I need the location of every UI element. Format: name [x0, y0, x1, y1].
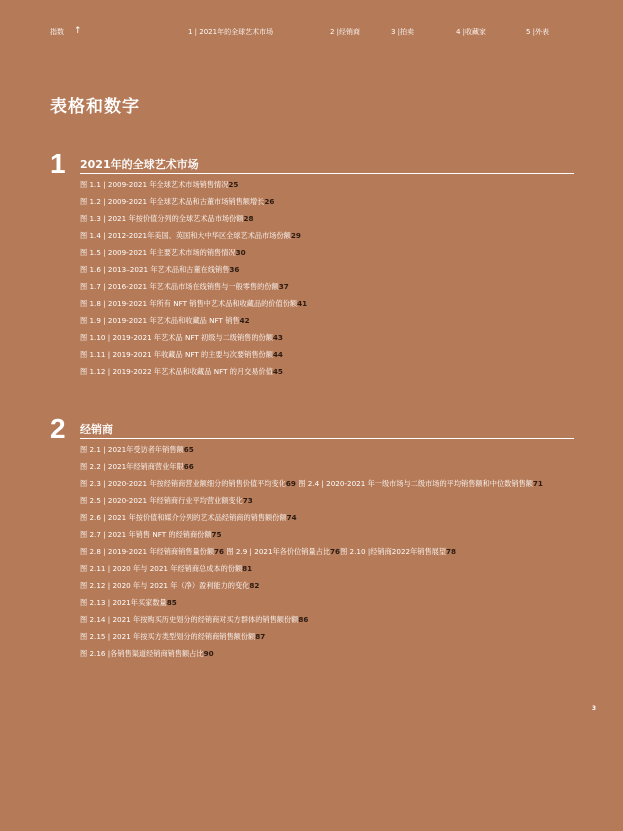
- figure-title: 图 2.9 | 2021年各价位销量占比: [226, 547, 331, 556]
- figure-page-number[interactable]: 43: [272, 333, 283, 342]
- nav-item-auctions[interactable]: 3 |拍卖: [391, 28, 415, 36]
- figure-entry[interactable]: [80, 312, 550, 329]
- figure-title: 图 2.3 | 2020-2021 年按经销商营业额细分的销售价值平均变化: [80, 479, 286, 488]
- figure-entry[interactable]: [80, 594, 550, 611]
- figure-entry[interactable]: [80, 261, 550, 278]
- figure-entry[interactable]: [80, 193, 550, 210]
- figure-entry[interactable]: [80, 278, 550, 295]
- figure-entry[interactable]: [80, 543, 550, 560]
- figure-title: 图 1.4 | 2012-2021年美国、英国和大中华区全球艺术品市场份额: [80, 231, 291, 240]
- figure-entry[interactable]: [80, 210, 550, 227]
- nav-item-collectors[interactable]: 4 |收藏家: [456, 28, 487, 36]
- nav-item-dealers[interactable]: 2 |经销商: [330, 28, 361, 36]
- figure-title: 图 1.6 | 2013–2021 年艺术品和古董在线销售: [80, 265, 230, 274]
- figure-entry[interactable]: [80, 526, 550, 543]
- figure-page-number[interactable]: 69: [285, 479, 296, 488]
- figure-title: 图 1.8 | 2019-2021 年所有 NFT 销售中艺术品和收藏品的价值份额: [80, 299, 298, 308]
- page-title: 表格和数字: [50, 97, 140, 117]
- figure-entry[interactable]: [80, 227, 550, 244]
- figure-title: 图 2.4 | 2020-2021 年一级市场与二级市场的平均销售额和中位数销售额: [298, 479, 533, 488]
- section-title[interactable]: 2021年的全球艺术市场: [80, 156, 574, 174]
- figure-title: 图 1.2 | 2009-2021 年全球艺术品和古董市场销售额增长: [80, 197, 265, 206]
- figure-title: 图 1.11 | 2019-2021 年收藏品 NFT 的主要与次要销售份额: [80, 350, 273, 359]
- figure-title: 图 1.7 | 2016-2021 年艺术品市场在线销售与一般零售的份额: [80, 282, 279, 291]
- figure-entry[interactable]: [80, 363, 550, 380]
- figure-page-number[interactable]: 76: [214, 547, 225, 556]
- figure-page-number[interactable]: 29: [290, 231, 301, 240]
- figure-title: 图 2.16 |各销售渠道经销商销售额占比: [80, 649, 204, 658]
- figure-entry[interactable]: [80, 560, 550, 577]
- figure-page-number[interactable]: 65: [183, 445, 194, 454]
- figure-page-number[interactable]: 74: [286, 513, 297, 522]
- figure-entry[interactable]: [80, 458, 550, 475]
- index-label: 指数: [50, 28, 64, 36]
- figure-page-number[interactable]: 28: [243, 214, 254, 223]
- figure-page-number[interactable]: 90: [203, 649, 214, 658]
- figure-page-number[interactable]: 42: [239, 316, 250, 325]
- figure-title: 图 1.5 | 2009-2021 年主要艺术市场的销售情况: [80, 248, 236, 257]
- arrow-up-icon: ↑: [74, 26, 82, 36]
- figure-page-number[interactable]: 76: [330, 547, 341, 556]
- figure-title: 图 2.10 |经销商2022年销售展望: [340, 547, 447, 556]
- figure-title: 图 2.1 | 2021年受访者年销售额: [80, 445, 184, 454]
- figure-page-number[interactable]: 37: [278, 282, 289, 291]
- figure-page-number[interactable]: 36: [229, 265, 240, 274]
- figure-title: 图 2.15 | 2021 年按买方类型划分的经销商销售额份额: [80, 632, 256, 641]
- figure-entry[interactable]: [80, 509, 550, 526]
- figure-page-number[interactable]: 78: [446, 547, 457, 556]
- index-link[interactable]: [50, 27, 82, 37]
- figure-page-number[interactable]: 75: [211, 530, 222, 539]
- nav-item-global-market[interactable]: 1 | 2021年的全球艺术市场: [188, 28, 274, 36]
- figure-title: 图 2.2 | 2021年经销商营业年限: [80, 462, 184, 471]
- figure-page-number[interactable]: 44: [272, 350, 283, 359]
- top-navigation: [0, 27, 623, 41]
- figure-list: [80, 176, 550, 380]
- figure-title: 图 1.1 | 2009-2021 年全球艺术市场销售情况: [80, 180, 229, 189]
- figure-page-number[interactable]: 26: [264, 197, 275, 206]
- figure-entry[interactable]: [80, 176, 550, 193]
- figure-title: 图 2.5 | 2020-2021 年经销商行业平均营业额变化: [80, 496, 243, 505]
- page-number: 3: [591, 705, 596, 712]
- figure-page-number[interactable]: 45: [272, 367, 283, 376]
- figure-title: 图 2.14 | 2021 年按购买历史划分的经销商对买方群体的销售额份额: [80, 615, 299, 624]
- figure-page-number[interactable]: 25: [228, 180, 239, 189]
- figure-entry[interactable]: [80, 628, 550, 645]
- figure-page-number[interactable]: 30: [235, 248, 246, 257]
- figure-title: 图 2.13 | 2021年买家数量: [80, 598, 167, 607]
- figure-title: 图 1.12 | 2019-2022 年艺术品和收藏品 NFT 的月交易价值: [80, 367, 273, 376]
- section-number: 2: [50, 413, 66, 444]
- nav-item-outlook[interactable]: 5 |外表: [526, 28, 550, 36]
- figure-page-number[interactable]: 41: [297, 299, 308, 308]
- figure-title: 图 1.3 | 2021 年按价值分列的全球艺术品市场份额: [80, 214, 244, 223]
- figure-list: [80, 441, 550, 662]
- figure-page-number[interactable]: 85: [166, 598, 177, 607]
- section-number: 1: [50, 148, 66, 179]
- figure-entry[interactable]: [80, 577, 550, 594]
- figure-title: 图 2.12 | 2020 年与 2021 年（净）盈利能力的变化: [80, 581, 250, 590]
- figure-page-number[interactable]: 81: [242, 564, 253, 573]
- figure-page-number[interactable]: 66: [183, 462, 194, 471]
- figure-page-number[interactable]: 86: [298, 615, 309, 624]
- figure-entry[interactable]: [80, 244, 550, 261]
- section-title[interactable]: 经销商: [80, 421, 574, 439]
- figure-title: 图 1.9 | 2019-2021 年艺术品和收藏品 NFT 销售: [80, 316, 240, 325]
- figure-title: 图 2.11 | 2020 年与 2021 年经销商总成本的份额: [80, 564, 243, 573]
- figure-entry[interactable]: [80, 475, 550, 509]
- figure-page-number[interactable]: 73: [242, 496, 253, 505]
- figure-page-number[interactable]: 87: [255, 632, 266, 641]
- figure-entry[interactable]: [80, 645, 550, 662]
- figure-title: 图 2.6 | 2021 年按价值和媒介分列的艺术品经销商的销售额份额: [80, 513, 287, 522]
- figure-entry[interactable]: [80, 611, 550, 628]
- figure-entry[interactable]: [80, 295, 550, 312]
- figure-page-number[interactable]: 71: [532, 479, 543, 488]
- figure-title: 图 2.7 | 2021 年销售 NFT 的经销商份额: [80, 530, 212, 539]
- figure-entry[interactable]: [80, 329, 550, 346]
- figure-title: 图 1.10 | 2019-2021 年艺术品 NFT 初级与二级销售的份额: [80, 333, 273, 342]
- figure-entry[interactable]: [80, 441, 550, 458]
- figure-title: 图 2.8 | 2019-2021 年经销商销售量份额: [80, 547, 215, 556]
- figure-entry[interactable]: [80, 346, 550, 363]
- figure-page-number[interactable]: 82: [249, 581, 260, 590]
